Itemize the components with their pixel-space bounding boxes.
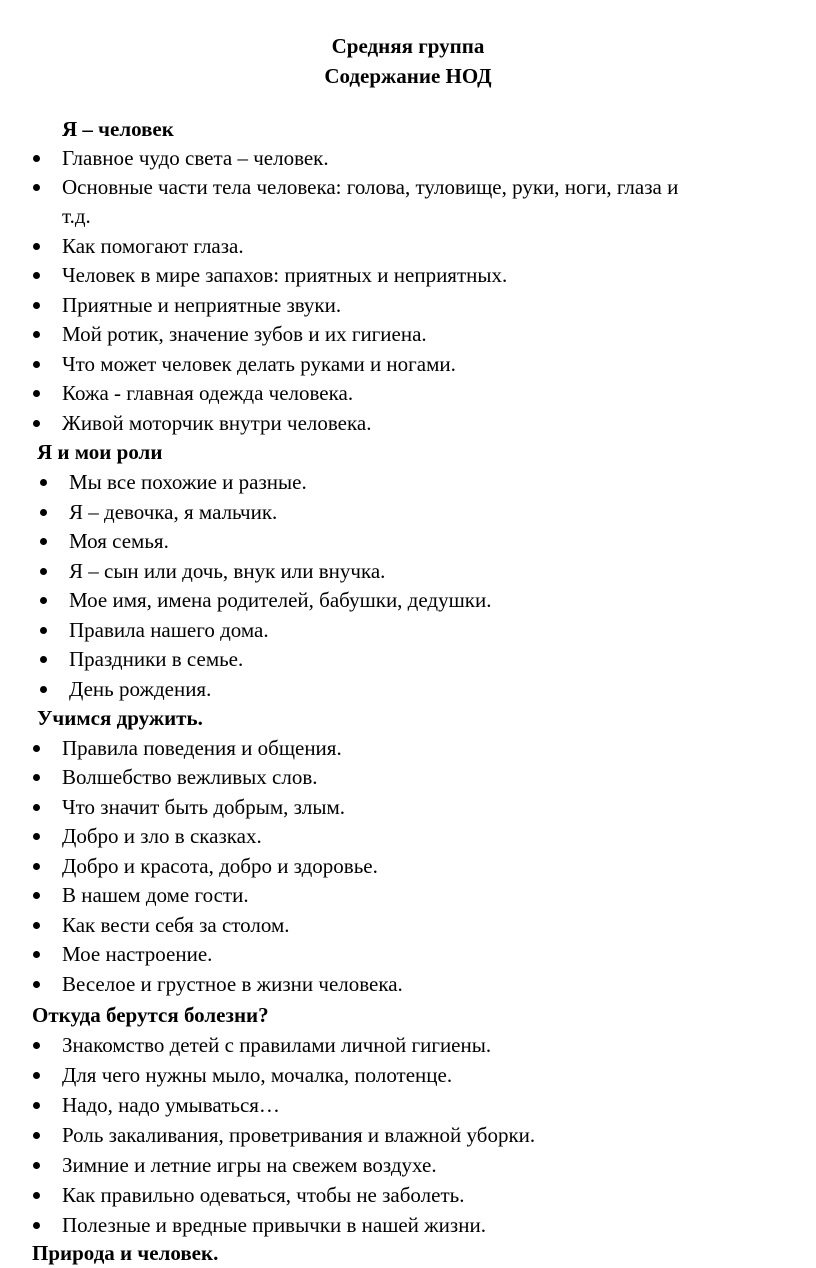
section-heading-learning-friendship: Учимся дружить. xyxy=(37,706,203,730)
bullet-icon xyxy=(40,479,47,486)
bullet-icon xyxy=(33,1102,40,1109)
bullet-icon xyxy=(33,804,40,811)
bullet-icon xyxy=(40,686,47,693)
bullet-icon xyxy=(33,1132,40,1139)
bullet-icon xyxy=(40,568,47,575)
bullet-icon xyxy=(33,243,40,250)
bullet-icon xyxy=(40,509,47,516)
bullet-icon xyxy=(33,302,40,309)
bullet-icon xyxy=(33,981,40,988)
bullet-icon xyxy=(33,922,40,929)
bullet-icon xyxy=(33,1192,40,1199)
bullet-icon xyxy=(40,656,47,663)
bullet-icon xyxy=(33,833,40,840)
bullet-icon xyxy=(33,774,40,781)
bullet-icon xyxy=(33,272,40,279)
bullet-icon xyxy=(33,892,40,899)
section-heading-me-person: Я – человек xyxy=(62,117,174,141)
bullet-icon xyxy=(40,627,47,634)
bullet-icon xyxy=(33,420,40,427)
bullet-icon xyxy=(33,951,40,958)
section-heading-nature: Природа и человек. xyxy=(32,1241,219,1265)
section-heading-my-roles: Я и мои роли xyxy=(37,440,163,464)
bullet-icon xyxy=(33,361,40,368)
document-title-line2: Содержание НОД xyxy=(324,64,492,88)
bullet-icon xyxy=(33,331,40,338)
bullet-icon xyxy=(33,745,40,752)
section-heading-diseases: Откуда берутся болезни? xyxy=(32,1003,269,1027)
bullet-icon xyxy=(33,390,40,397)
bullet-icon xyxy=(33,1042,40,1049)
bullet-icon xyxy=(33,1222,40,1229)
bullet-icon xyxy=(33,155,40,162)
bullet-icon xyxy=(40,597,47,604)
bullet-icon xyxy=(33,863,40,870)
document-title-line1: Средняя группа xyxy=(331,34,485,58)
bullet-icon xyxy=(40,538,47,545)
document-page: Средняя группа Содержание НОД Я – человек Главное чудо света – человек. Основные части тела человека: голова, туловище, руки, ноги, глаза и т.д. Как помогают глаза. Человек в мире запахов: приятных и неприятных. Приятные и неприятные звуки. Мой ротик, значение зубов и их гигиена. Что может человек делать руками и ногами. Кожа - главная одежда человека. Живой моторчик внутри человека. Я и мои роли Мы все похожие и разные. Я – девочка, я мальчик. Моя семья. Я – сын или дочь, внук или внучка. Мое имя, имена родителей, бабушки, дедушки. Правила нашего дома. Праздники в семье. День рождения. Учимся дружить. Правила поведения и общения. Волшебство вежливых слов. Что значит быть добрым, злым. Добро и зло в сказках. Добро и красота, добро и здоровье. В нашем доме гости. Как вести себя за столом. Мое настроение. Веселое и грустное в жизни человека. Откуда берутся болезни? Знакомство детей с правилами личной гигиены. Для чего нужны мыло, мочалка, полотенце. Надо, надо умываться… Роль закаливания, проветривания и влажной уборки. Зимние и летние игры на свежем воздухе. Как правильно одеваться, чтобы не заболеть. Полезные и вредные привычки в нашей жизни. Природа и человек. xyxy=(0,0,816,1268)
bullet-icon xyxy=(33,1072,40,1079)
bullet-icon xyxy=(33,184,40,191)
bullet-icon xyxy=(33,1162,40,1169)
